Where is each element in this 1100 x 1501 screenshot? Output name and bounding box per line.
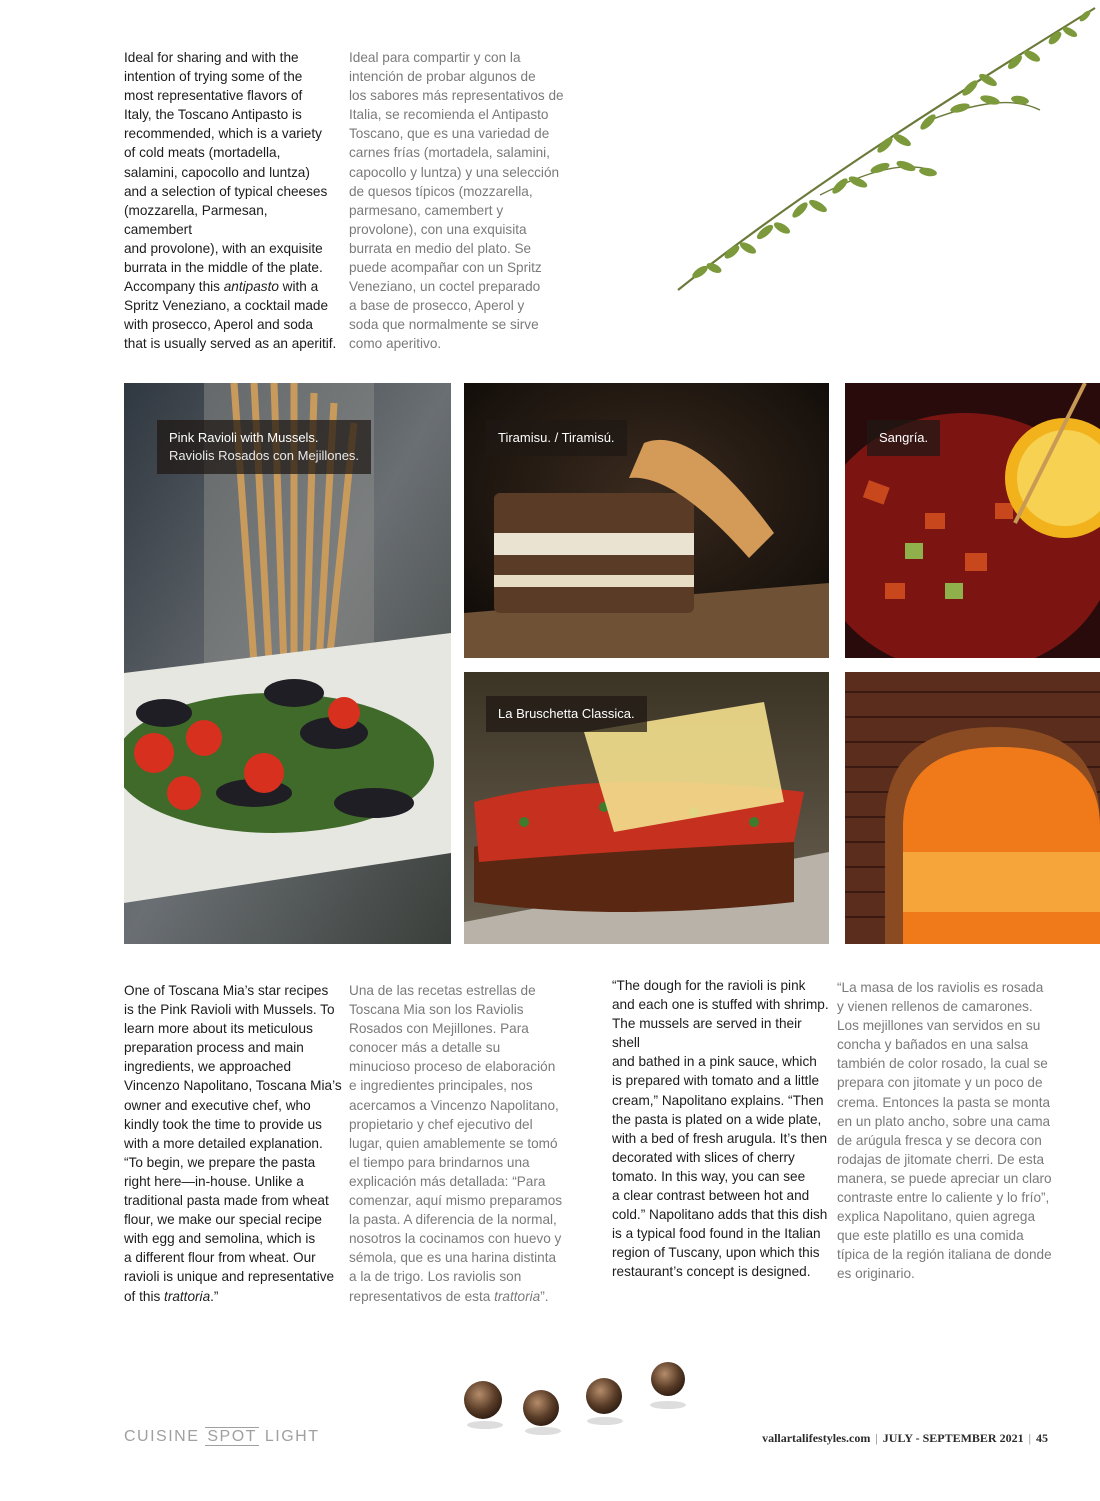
text-line: crema. Entonces la pasta se monta xyxy=(837,1094,1051,1110)
text-line: with a bed of fresh arugula. It’s then xyxy=(612,1130,828,1146)
thyme-sprig-image xyxy=(670,0,1100,300)
text-line: cold.” Napolitano adds that this dish xyxy=(612,1207,828,1223)
text-line: también de color rosado, la cual se xyxy=(837,1056,1048,1072)
peppercorns-image xyxy=(455,1355,695,1435)
text-line: recommended, which is a variety xyxy=(124,126,322,142)
text-line: representativos de esta trattoria”. xyxy=(349,1288,549,1304)
text-line: and each one is stuffed with shrimp. xyxy=(612,997,829,1013)
text-line: intención de probar algunos de xyxy=(349,69,536,85)
text-line: “To begin, we prepare the pasta xyxy=(124,1154,316,1170)
website-link[interactable]: vallartalifestyles.com xyxy=(762,1431,871,1445)
page-number: 45 xyxy=(1036,1431,1048,1445)
text-line: capocollo y luntza) y una selección xyxy=(349,164,560,180)
text-line: salamini, capocollo and luntza) xyxy=(124,164,310,180)
text-line: a base de prosecco, Aperol y xyxy=(349,298,525,314)
text-line: lugar, quien amablemente se tomó xyxy=(349,1135,558,1151)
text-line: of cold meats (mortadella, xyxy=(124,145,281,161)
bruschetta-photo xyxy=(464,672,829,944)
text-line: Los mejillones van servidos en su xyxy=(837,1018,1041,1034)
text-line: “La masa de los raviolis es rosada xyxy=(837,980,1044,995)
intro-english-column xyxy=(124,48,339,354)
ravioli-caption-es: Raviolis Rosados con Mejillones. xyxy=(169,448,360,463)
text-line: burrata en medio del plato. Se xyxy=(349,240,532,256)
text-line: sémola, que es una harina distinta xyxy=(349,1250,557,1266)
text-line: concha y bañados en una salsa xyxy=(837,1037,1029,1053)
text-line: explica Napolitano, quien agrega xyxy=(837,1209,1036,1225)
text-line: a la de trigo. Los raviolis son xyxy=(349,1269,522,1285)
text-line: provolone), con una exquisita xyxy=(349,221,527,237)
text-line: flour, we make our special recipe xyxy=(124,1212,322,1228)
text-line: “The dough for the ravioli is pink xyxy=(612,978,806,993)
page-footer-info xyxy=(762,1431,1048,1446)
text-line: Veneziano, un coctel preparado xyxy=(349,279,541,295)
text-line: rodajas de jitomate cherri. De esta xyxy=(837,1151,1045,1167)
text-line: a different flour from wheat. Our xyxy=(124,1250,316,1266)
text-line: ingredients, we approached xyxy=(124,1059,292,1075)
tiramisu-caption: Tiramisu. / Tiramisú. xyxy=(486,420,627,456)
section-word-light: LIGHT xyxy=(258,1428,320,1445)
text-line: puede acompañar con un Spritz xyxy=(349,260,542,276)
text-line: parmesano, camembert y xyxy=(349,202,504,218)
text-line: with a more detailed explanation. xyxy=(124,1135,323,1151)
text-line: Italia, se recomienda el Antipasto xyxy=(349,107,549,123)
text-line: Toscana Mia son los Raviolis xyxy=(349,1002,524,1018)
body-spanish-column-2 xyxy=(837,978,1062,1284)
text-line: is the Pink Ravioli with Mussels. To xyxy=(124,1002,335,1018)
intro-spanish-column xyxy=(349,48,564,354)
text-line: is prepared with tomato and a little xyxy=(612,1073,820,1089)
text-line: carnes frías (mortadela, salamini, xyxy=(349,145,550,161)
section-word-cuisine: CUISINE xyxy=(124,1428,206,1445)
text-line: is a typical food found in the Italian xyxy=(612,1226,821,1242)
text-line: los sabores más representativos de xyxy=(349,88,564,104)
text-line: Ideal para compartir y con la xyxy=(349,50,521,65)
issue-date: JULY - SEPTEMBER 2021 xyxy=(882,1431,1024,1445)
ravioli-caption xyxy=(157,420,371,474)
text-line: y vienen rellenos de camarones. xyxy=(837,999,1033,1015)
ravioli-caption-en: Pink Ravioli with Mussels. xyxy=(169,430,319,445)
text-line: propietario y chef ejecutivo del xyxy=(349,1116,533,1132)
text-line: tomato. In this way, you can see xyxy=(612,1168,806,1184)
body-english-column-2 xyxy=(612,976,832,1282)
text-line: with prosecco, Aperol and soda xyxy=(124,317,313,333)
text-line: and provolone), with an exquisite xyxy=(124,240,323,256)
text-line: cream,” Napolitano explains. “Then xyxy=(612,1092,824,1108)
body-english-column-1 xyxy=(124,981,344,1306)
text-line: burrata in the middle of the plate. xyxy=(124,260,323,276)
footer-separator: | xyxy=(875,1431,878,1445)
text-line: es originario. xyxy=(837,1266,915,1282)
text-line: owner and executive chef, who xyxy=(124,1097,311,1113)
text-line: prepara con jitomate y un poco de xyxy=(837,1075,1043,1091)
text-line: la pasta. A diferencia de la normal, xyxy=(349,1212,557,1228)
text-line: of this trattoria.” xyxy=(124,1288,219,1304)
text-line: Italy, the Toscano Antipasto is xyxy=(124,107,302,123)
text-line: Una de las recetas estrellas de xyxy=(349,983,536,998)
text-line: with egg and semolina, which is xyxy=(124,1231,316,1247)
text-line: a clear contrast between hot and xyxy=(612,1188,810,1204)
bruschetta-caption: La Bruschetta Classica. xyxy=(486,696,647,732)
text-line: and a selection of typical cheeses xyxy=(124,183,328,199)
footer-separator: | xyxy=(1028,1431,1031,1445)
text-line: Vincenzo Napolitano, Toscana Mia’s xyxy=(124,1078,342,1094)
text-line: traditional pasta made from wheat xyxy=(124,1193,329,1209)
wood-oven-photo xyxy=(845,672,1100,944)
text-line: típica de la región italiana de donde xyxy=(837,1247,1052,1263)
section-name xyxy=(124,1428,319,1446)
text-line: de quesos típicos (mozzarella, xyxy=(349,183,533,199)
text-line: preparation process and main xyxy=(124,1040,304,1056)
text-line: Toscano, que es una variedad de xyxy=(349,126,550,142)
text-line: restaurant’s concept is designed. xyxy=(612,1264,811,1280)
text-line: region of Tuscany, upon which this xyxy=(612,1245,820,1261)
text-line: Ideal for sharing and with the xyxy=(124,50,299,65)
text-line: e ingredientes principales, nos xyxy=(349,1078,533,1094)
text-line: acercamos a Vincenzo Napolitano, xyxy=(349,1097,559,1113)
text-line: One of Toscana Mia’s star recipes xyxy=(124,983,329,998)
text-line: el tiempo para brindarnos una xyxy=(349,1154,530,1170)
text-line: comenzar, aquí mismo preparamos xyxy=(349,1193,563,1209)
text-line: most representative flavors of xyxy=(124,88,303,104)
text-line: soda que normalmente se sirve xyxy=(349,317,539,333)
text-line: learn more about its meticulous xyxy=(124,1021,313,1037)
text-line: que este platillo es una comida xyxy=(837,1228,1024,1244)
text-line: nosotros la cocinamos con huevo y xyxy=(349,1231,562,1247)
tiramisu-photo xyxy=(464,383,829,658)
text-line: conocer más a detalle su xyxy=(349,1040,501,1056)
text-line: kindly took the time to provide us xyxy=(124,1116,322,1132)
text-line: right here—in-house. Unlike a xyxy=(124,1173,304,1189)
text-line: intention of trying some of the xyxy=(124,69,303,85)
text-line: en un plato ancho, sobre una cama xyxy=(837,1113,1051,1129)
text-line: (mozzarella, Parmesan, camembert xyxy=(124,202,268,237)
text-line: explicación más detallada: “Para xyxy=(349,1173,546,1189)
text-line: Spritz Veneziano, a cocktail made xyxy=(124,298,329,314)
body-spanish-column-1 xyxy=(349,981,569,1306)
text-line: contraste entre lo caliente y lo frío”, xyxy=(837,1190,1050,1206)
text-line: Rosados con Mejillones. Para xyxy=(349,1021,529,1037)
text-line: como aperitivo. xyxy=(349,336,442,352)
text-line: that is usually served as an aperitif. xyxy=(124,336,337,352)
sangria-caption: Sangría. xyxy=(867,420,940,456)
text-line: the pasta is plated on a wide plate, xyxy=(612,1111,822,1127)
text-line: ravioli is unique and representative xyxy=(124,1269,335,1285)
text-line: manera, se puede apreciar un claro xyxy=(837,1170,1052,1186)
text-line: decorated with slices of cherry xyxy=(612,1149,795,1165)
text-line: Accompany this antipasto with a xyxy=(124,279,319,295)
text-line: and bathed in a pink sauce, which xyxy=(612,1054,817,1070)
ravioli-photo xyxy=(124,383,451,944)
sangria-photo xyxy=(845,383,1100,658)
text-line: The mussels are served in their shell xyxy=(612,1016,802,1051)
text-line: de arúgula fresca y se decora con xyxy=(837,1132,1042,1148)
text-line: minucioso proceso de elaboración xyxy=(349,1059,556,1075)
section-word-spot: SPOT xyxy=(207,1428,257,1445)
